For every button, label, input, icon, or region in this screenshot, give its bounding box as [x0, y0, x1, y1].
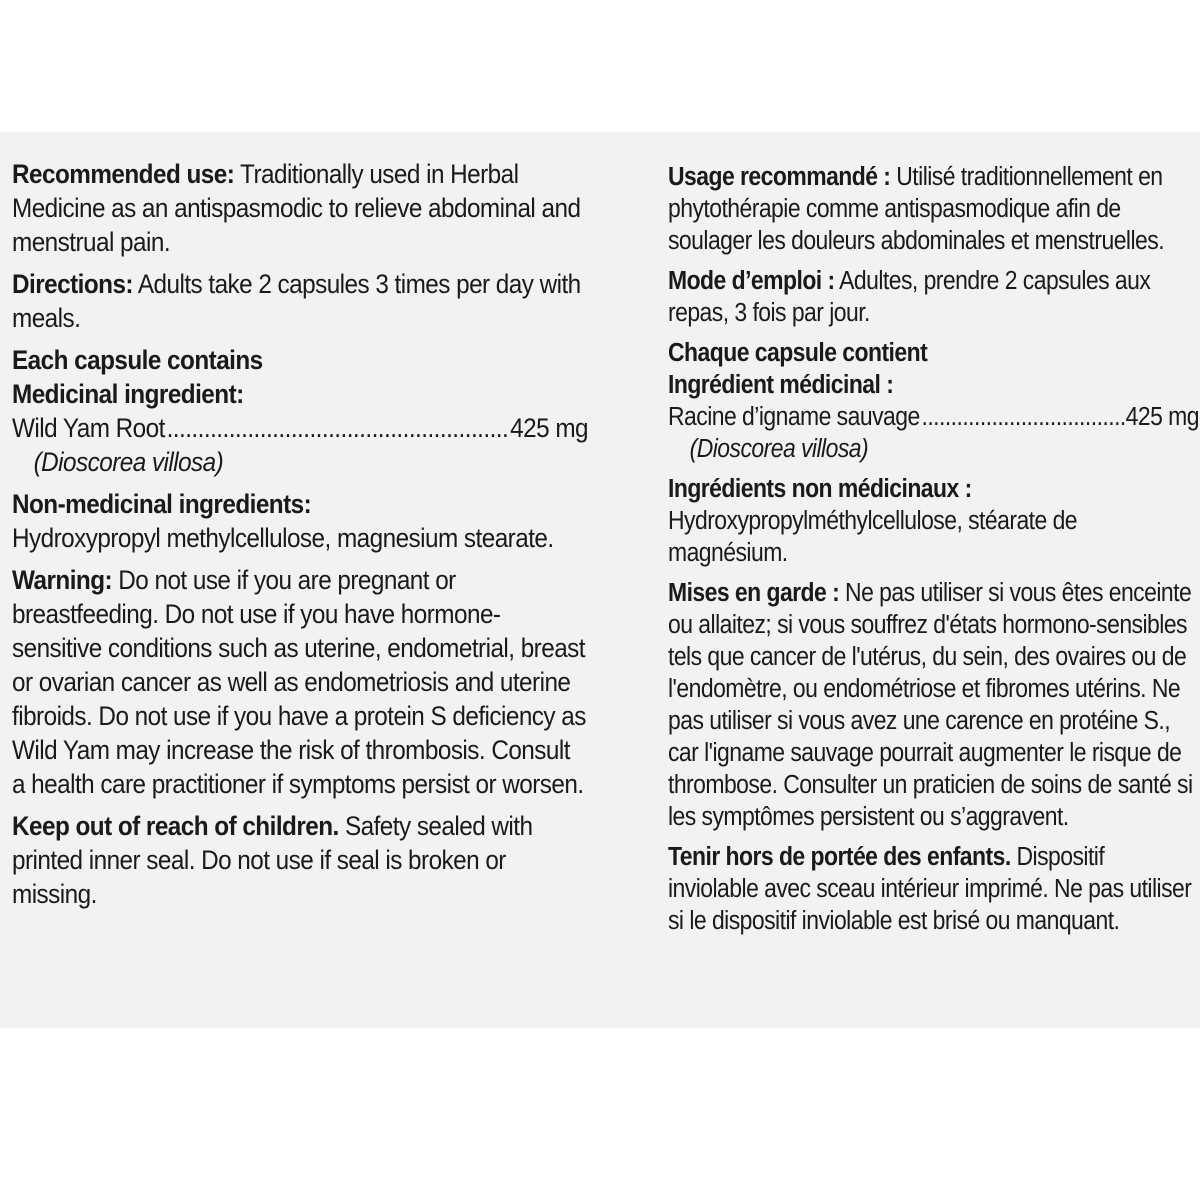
- warning-text: Do not use if you are pregnant or breastfeeding. Do not use if you have hormone-sensitive conditions such as uterine, endometrial, breast or ovarian cancer as well as endometriosis and uterine fibroids. Do not use if you have a protein S deficiency as Wild Yam may increase the risk of thrombosis. Consult a health care practitioner if symptoms persist or worsen.: [12, 565, 586, 799]
- recommended-use-text: Traditionally used in Herbal Medicine as an antispasmodic to relieve abdominal and menstrual pain.: [12, 159, 581, 257]
- recommended-use-section: [12, 157, 588, 259]
- ingredient-name: Wild Yam Root: [12, 413, 165, 443]
- ingredient-medicinal-section: [668, 337, 1199, 465]
- ingredient-row-fr: [668, 401, 1199, 433]
- ingredient-latin-name-fr: (Dioscorea villosa): [689, 435, 869, 463]
- mode-emploi-text: Adultes, prendre 2 capsules aux repas, 3 fois par jour.: [668, 267, 1151, 327]
- medicinal-ingredient-heading: Medicinal ingredient:: [12, 379, 244, 409]
- non-medicinal-label: Non-medicinal ingredients:: [12, 489, 312, 519]
- usage-recommande-section: [668, 161, 1199, 257]
- tenir-hors-label: Tenir hors de portée des enfants.: [668, 843, 1011, 871]
- warning-section: [12, 563, 588, 801]
- dot-leader-fr: [921, 401, 1123, 433]
- mode-emploi-label: Mode d’emploi :: [668, 267, 835, 295]
- ingredient-dose: 425 mg: [510, 413, 588, 443]
- usage-recommande-label: Usage recommandé :: [668, 163, 891, 191]
- directions-text: Adults take 2 capsules 3 times per day with meals.: [12, 269, 581, 333]
- warning-label: Warning:: [12, 565, 113, 595]
- non-medicinaux-label: Ingrédients non médicinaux :: [668, 475, 972, 503]
- mode-emploi-section: [668, 265, 1199, 329]
- ingredient-dose-fr: 425 mg: [1125, 403, 1199, 431]
- keep-out-section: [12, 809, 588, 911]
- dot-leader: [167, 411, 509, 445]
- usage-recommande-text: Utilisé traditionnellement en phytothérapie comme antispasmodique afin de soulager les douleurs abdominales et menstruelles.: [668, 163, 1165, 255]
- non-medicinaux-text: Hydroxypropylméthylcellulose, stéarate de magnésium.: [668, 507, 1078, 567]
- keep-out-text: Safety sealed with printed inner seal. Do not use if seal is broken or missing.: [12, 811, 533, 909]
- directions-section: [12, 267, 588, 335]
- medicinal-section: [12, 343, 588, 479]
- french-column: [668, 161, 1199, 945]
- directions-label: Directions:: [12, 269, 133, 299]
- non-medicinal-text: Hydroxypropyl methylcellulose, magnesium stearate.: [12, 523, 554, 553]
- tenir-hors-section: [668, 841, 1199, 937]
- ingredient-medicinal-heading: Ingrédient médicinal :: [668, 371, 894, 399]
- chaque-capsule-heading: Chaque capsule contient: [668, 339, 928, 367]
- non-medicinal-section: [12, 487, 588, 555]
- ingredient-row: [12, 411, 588, 445]
- tenir-hors-text: Dispositif inviolable avec sceau intérieur imprimé. Ne pas utiliser si le dispositif inviolable est brisé ou manquant.: [668, 843, 1192, 935]
- ingredient-name-fr: Racine d’igname sauvage: [668, 403, 920, 431]
- recommended-use-label: Recommended use:: [12, 159, 235, 189]
- mises-en-garde-section: [668, 577, 1199, 833]
- mises-en-garde-text: Ne pas utiliser si vous êtes enceinte ou allaitez; si vous souffrez d'états hormono-sensibles tels que cancer de l'utérus, du sein, des ovaires ou de l'endomètre, ou endométriose et fibromes utérins. Ne pas utiliser si vous avez une carence en protéine S., car l'igname sauvage pourrait augmenter le risque de thrombose. Consulter un praticien de soins de santé si les symptômes persistent ou s’aggravent.: [668, 579, 1193, 831]
- english-column: [12, 157, 588, 919]
- keep-out-label: Keep out of reach of children.: [12, 811, 339, 841]
- each-capsule-heading: Each capsule contains: [12, 345, 263, 375]
- non-medicinaux-section: [668, 473, 1199, 569]
- ingredient-latin-name: (Dioscorea villosa): [33, 447, 224, 477]
- mises-en-garde-label: Mises en garde :: [668, 579, 840, 607]
